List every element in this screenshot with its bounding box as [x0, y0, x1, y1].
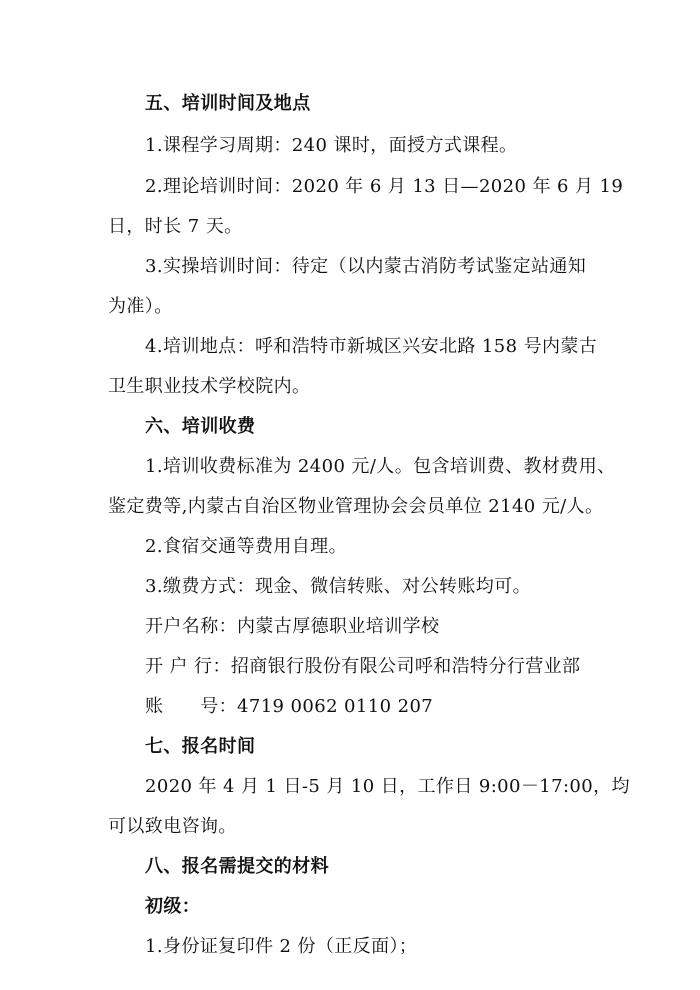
paragraph-fee-standard-line1: 1.培训收费标准为 2400 元/人。包含培训费、教材费用、 [145, 456, 616, 477]
paragraph-registration-period-line1: 2020 年 4 月 1 日-5 月 10 日，工作日 9:00－17:00，均 [145, 776, 630, 797]
section-heading-registration-time: 七、报名时间 [145, 736, 256, 757]
paragraph-bank: 开 户 行：招商银行股份有限公司呼和浩特分行营业部 [145, 656, 581, 677]
section-heading-training-time-location: 五、培训时间及地点 [145, 93, 311, 114]
paragraph-theory-time-line1: 2.理论培训时间：2020 年 6 月 13 日—2020 年 6 月 19 [145, 176, 624, 197]
paragraph-id-copy: 1.身份证复印件 2 份（正反面）； [145, 936, 418, 957]
section-heading-training-fees: 六、培训收费 [145, 416, 256, 437]
section-heading-required-materials: 八、报名需提交的材料 [145, 856, 329, 877]
paragraph-location-line2: 卫生职业技术学校院内。 [108, 376, 311, 397]
paragraph-practice-time-line1: 3.实操培训时间：待定（以内蒙古消防考试鉴定站通知 [145, 256, 587, 277]
paragraph-account-name: 开户名称：内蒙古厚德职业培训学校 [145, 616, 440, 637]
paragraph-registration-period-line2: 可以致电咨询。 [108, 816, 237, 837]
paragraph-location-line1: 4.培训地点：呼和浩特市新城区兴安北路 158 号内蒙古 [145, 336, 598, 357]
subheading-junior-level: 初级： [145, 896, 201, 917]
paragraph-payment-method: 3.缴费方式：现金、微信转账、对公转账均可。 [145, 576, 531, 597]
paragraph-theory-time-line2: 日，时长 7 天。 [108, 216, 243, 237]
paragraph-fee-standard-line2: 鉴定费等,内蒙古自治区物业管理协会会员单位 2140 元/人。 [108, 496, 604, 517]
paragraph-course-period: 1.课程学习周期：240 课时，面授方式课程。 [145, 135, 518, 156]
paragraph-accommodation: 2.食宿交通等费用自理。 [145, 536, 347, 557]
paragraph-practice-time-line2: 为准）。 [108, 296, 173, 317]
paragraph-account-number: 账 号：4719 0062 0110 207 [145, 696, 434, 717]
